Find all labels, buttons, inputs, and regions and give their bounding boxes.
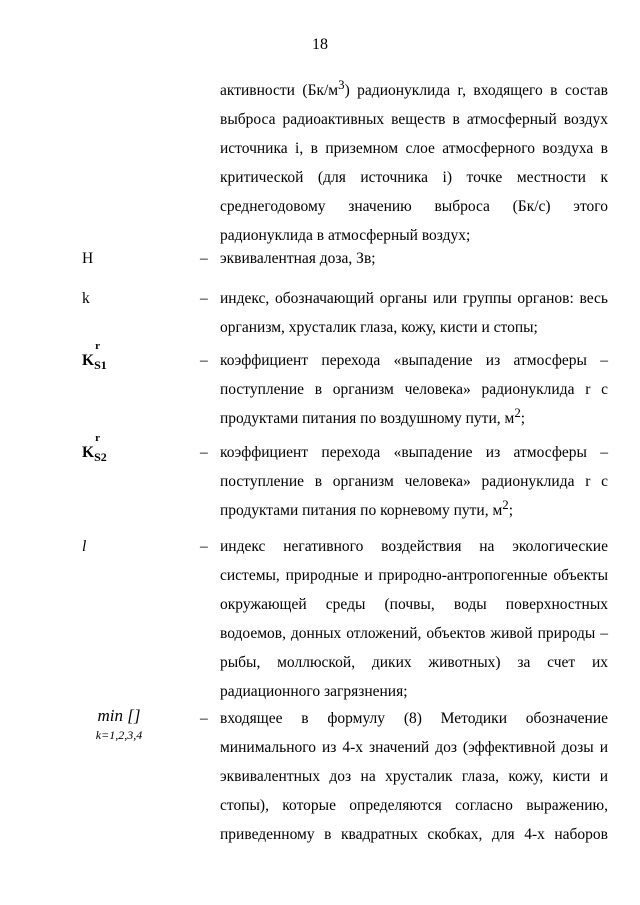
- text-segment: продуктами питания по корневому пути, м: [220, 502, 503, 519]
- definition-text: [220, 704, 608, 849]
- symbol-base: K: [82, 444, 95, 461]
- dash: –: [200, 250, 208, 267]
- superscript: 2: [514, 404, 521, 420]
- page-number: 18: [312, 36, 328, 53]
- definition-line: организм, хрусталик глаза, кожу, кисти и стопы;: [220, 319, 538, 336]
- definition-line: системы, природные и природно-антропогенные объекты: [220, 567, 608, 584]
- definition-line: индекс негативного воздействия на экологические: [220, 538, 608, 555]
- symbol-subscript-text: S2: [94, 450, 107, 465]
- text-segment: продуктами питания по воздушному пути, м: [220, 410, 515, 427]
- dash: –: [200, 290, 208, 307]
- text-segment: активности (Бк/м: [220, 82, 339, 99]
- continuation-line: среднегодовому значению выброса (Бк/с) этого: [220, 198, 608, 215]
- definition-line: поступление в организм человека» радионуклида r с: [220, 473, 608, 490]
- definition-line: [220, 404, 608, 433]
- definition-line: стопы), которые определяются согласно выражению,: [220, 797, 608, 814]
- definition-line: минимального из 4-х значений доз (эффективной дозы и: [220, 739, 608, 756]
- definition-line: водоемов, донных отложений, объектов живой природы –: [220, 625, 608, 642]
- symbol-l: l: [82, 538, 87, 555]
- definition-text: [220, 438, 608, 525]
- definition-line: эквивалентных доз на хрусталик глаза, кожу, кисти и: [220, 768, 608, 785]
- continuation-line: источника i, в приземном слое атмосферного воздуха в: [220, 140, 608, 157]
- definition-line: приведенному в квадратных скобках, для 4-х наборов: [220, 826, 608, 843]
- definition-line: окружающей среды (почвы, воды поверхностных: [220, 596, 608, 613]
- dash: –: [200, 710, 208, 727]
- dash: –: [200, 444, 208, 461]
- superscript: 2: [502, 496, 509, 512]
- symbol-k: k: [82, 290, 90, 307]
- dash: –: [200, 538, 208, 555]
- definition-text: [220, 346, 608, 433]
- definition-line: коэффициент перехода «выпадение из атмосферы –: [220, 444, 608, 461]
- definition-text: [220, 244, 608, 273]
- continuation-paragraph: [220, 76, 608, 250]
- symbol-subscript: r S1: [94, 340, 107, 373]
- text-segment: ;: [508, 502, 514, 519]
- continuation-line: [220, 76, 608, 105]
- definition-line: рыбы, моллюской, диких животных) за счет их: [220, 654, 608, 671]
- definition-text: [220, 532, 608, 706]
- continuation-line: радионуклида в атмосферный воздух;: [220, 227, 471, 244]
- definition-line: радиационного загрязнения;: [220, 683, 408, 700]
- definition-line: [220, 496, 608, 525]
- dash: –: [200, 352, 208, 369]
- continuation-line: выброса радиоактивных веществ в атмосферный воздух: [220, 111, 608, 128]
- symbol-ks1: [82, 340, 107, 375]
- definition-line: поступление в организм человека» радионуклида r с: [220, 381, 608, 398]
- min-operator: min []: [97, 706, 141, 725]
- definition-line: коэффициент перехода «выпадение из атмосферы –: [220, 352, 608, 369]
- min-index: k=1,2,3,4: [95, 728, 143, 742]
- symbol-subscript: r S2: [94, 432, 107, 465]
- continuation-line: критической (для источника i) точке местности к: [220, 169, 608, 186]
- definition-text: [220, 284, 608, 342]
- symbol-subscript-text: S1: [94, 358, 107, 373]
- symbol-ks2: [82, 432, 107, 467]
- definition-line: индекс, обозначающий органы или группы органов: весь: [220, 290, 608, 307]
- symbol-min: [86, 704, 152, 742]
- text-segment: ) радионуклида r, входящего в состав: [344, 82, 608, 99]
- symbol-h: H: [82, 250, 94, 267]
- superscript: 3: [338, 76, 345, 92]
- definition-line: эквивалентная доза, Зв;: [220, 250, 376, 267]
- text-segment: ;: [520, 410, 526, 427]
- definition-line: входящее в формулу (8) Методики обозначение: [220, 710, 608, 727]
- symbol-base: K: [82, 352, 95, 369]
